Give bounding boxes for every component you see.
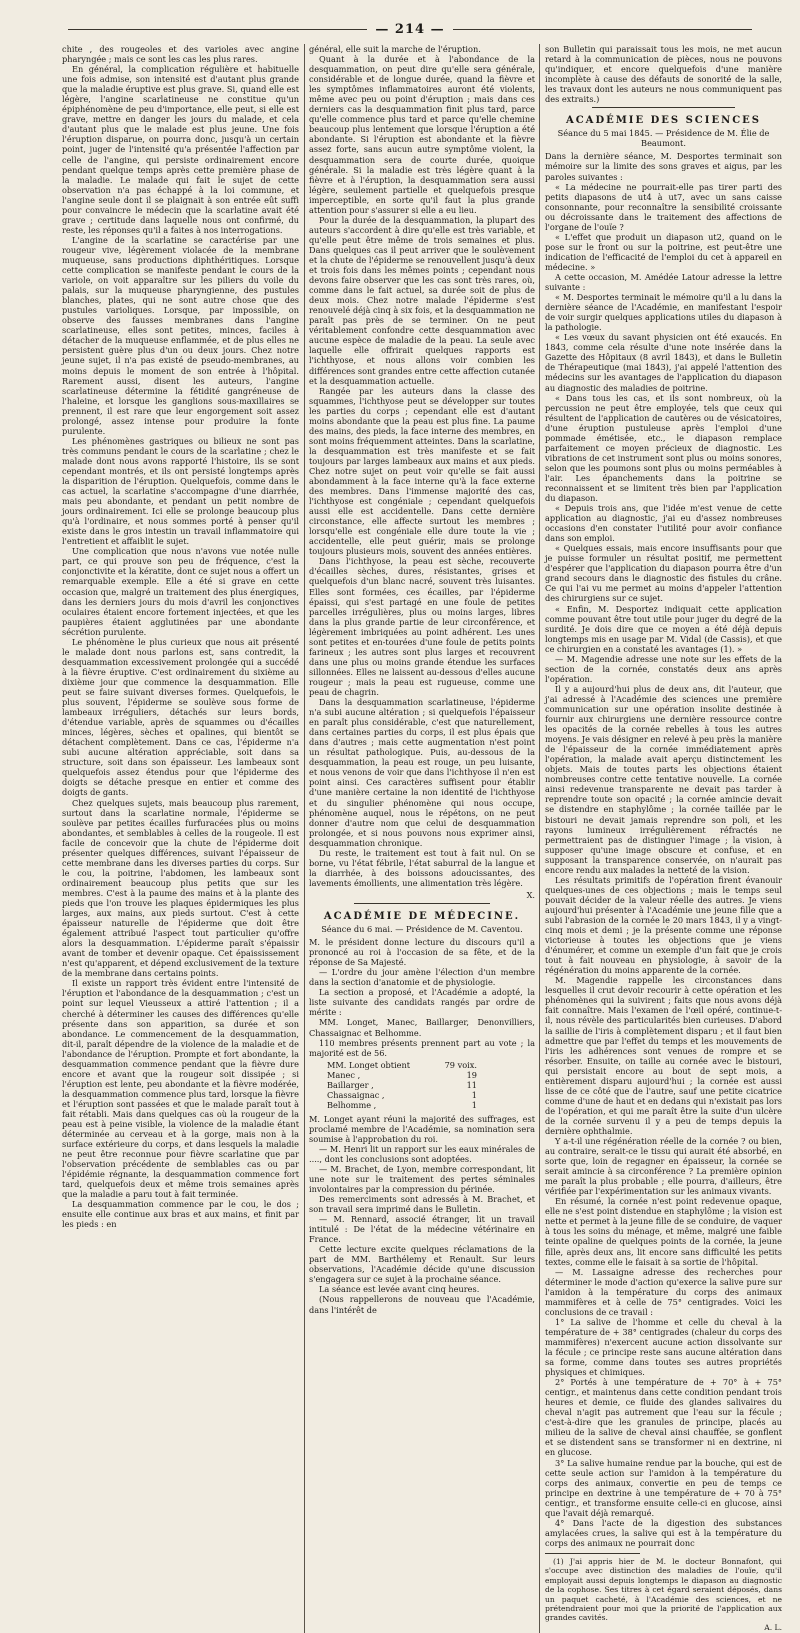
section-title-academie-medecine: ACADÉMIE DE MÉDECINE. (323, 910, 521, 922)
paragraph: « Les vœux du savant physicien ont été exaucés. En 1843, comme cela résulte d'une note insérée dans la Gazette des Hôpitaux (8 avril 1843), et dans le Bulletin de Thérapeutique (mai 1843), j'ai appelé l'attention des médecins sur les avantages de l'application du diapason au diagnostic des maladies de poitrine. (545, 332, 782, 393)
paragraph: Dans l'ichthyose, la peau est sèche, recouverte d'écailles sèches, dures, résistantes, grises et quelquefois d'un blanc nacré, souvent très luisantes. Elles sont formées, ces écailles, par l'épiderme épaissi, qui s'est partagé en une foule de petites parcelles irrégulières, plus ou moins larges, libres dans la plus grande partie de leur circonférence, et légèrement imbriquées au point adhérent. Les unes sont petites et en-tourées d'une foule de petits points farineux ; les autres sont plus larges et recouvrent dans une plus ou moins grande étendue les surfaces sillonnées. Elles ne laissent au-dessous d'elles aucune rougeur ; mais la peau est rugueuse, comme une peau de chagrin. (309, 556, 535, 697)
vote-table (327, 1060, 535, 1110)
vote-row (327, 1070, 477, 1080)
header-rule-left (68, 29, 367, 30)
paragraph: « Enfin, M. Desportez indiquait cette application comme pouvant être tout utile pour juger du degré de la surdité. Je dois dire que ce moyen a été déjà depuis longtemps mis en usage par M. Vidal (de Cassis), et que ce chirurgien en a constaté les avantages (1). » (545, 603, 782, 654)
paragraph: Les résultats primitifs de l'opération firent évanouir quelques-unes de ces objections ; mais le temps seul pouvait décider de la valeur réelle des autres. Je viens aujourd'hui présenter à l'Académie une jeune fille que a subi l'abrasion de la cornée le 20 mars 1843, il y a vingt-cinq mois et demi ; je la présente comme une réponse victorieuse à toutes les objections que je viens d'énumérer, et comme un exemple d'un fait que je crois tout à fait nouveau en physiologie, à savoir de la régénération du moins apparente de la cornée. (545, 874, 782, 976)
paragraph: Le phénomène le plus curieux que nous ait présenté le malade dont nous parlons est, sans contredit, la desquammation excessivement prolongée qui a succédé à la fièvre éruptive. C'est ordinairement du sixième au dixième jour que commence la desquammation. Elle peut se faire suivant diverses formes. Quelquefois, le plus souvent, l'épiderme se soulève sous forme de lambeaux irréguliers, détachés sur leurs bords, d'étendue variable, après de squammes ou d'écailles minces, légères, sèches et opalines, qui bientôt se détachent complètement. Dans ce cas, l'épiderme n'a subi aucune altération appréciable, soit dans sa structure, soit dans son épaisseur. Les lambeaux sont quelquefois assez étendus pour que l'épiderme des doigts se détache presque en entier et comme des doigts de gants. (62, 636, 299, 798)
paragraph: Des remerciments sont adressés à M. Brachet, et son travail sera imprimé dans le Bulletin. (309, 1194, 535, 1215)
vote-row (327, 1080, 477, 1090)
paragraph: 1° La salive de l'homme et celle du cheval à la température de + 38° centigrades (chaleur du corps des mammifères) n'exercent aucune action dissolvante sur la fécule ; ce principe reste sans aucune altération dans sa forme, comme dans toutes ses autres propriétés physiques et chimiques. (545, 1316, 782, 1378)
paragraph: 2° Portés à une température de + 70° à + 75° centigr., et maintenus dans cette condition pendant trois heures et demie, ce fluide des glandes salivaires du cheval n'agit pas autrement que l'eau sur la fécule ; c'est-à-dire que les granules de principe, placés au milieu de la salive de cheval ainsi chauffée, se gonflent et se distendent sans se transformer ni en dextrine, ni en glucose. (545, 1377, 782, 1458)
paragraph: Les phénomènes gastriques ou bilieux ne sont pas très communs pendant le cours de la scarlatine ; chez le malade dont nous avons rapporté l'histoire, ils se sont cependant montrés, et ils ont persisté longtemps après la disparition de l'éruption. Quelquefois, comme dans le cas actuel, la scarlatine s'accompagne d'une diarrhée, mais peu abondante, et pendant un petit nombre de jours ordinairement. Ici elle se prolonge beaucoup plus qu'à l'ordinaire, et nous sommes porté à penser qu'il existe dans le gros intestin un travail inflammatoire qui l'entretient et affaiblit le sujet. (62, 435, 299, 547)
sciences-session-report (545, 151, 782, 1548)
paragraph: « M. Desportes terminait le mémoire qu'il a lu dans la dernière séance de l'Académie, en manifestant l'espoir de voir surgir quelques applications utiles du diapason à la pathologie. (545, 292, 782, 333)
footnote-signature: A. L. (764, 1622, 782, 1632)
paragraph: (Nous rappellerons de nouveau que l'Académie, dans l'intérêt de (309, 1294, 535, 1315)
paragraph: Rangée par les auteurs dans la classe des squammes, l'ichthyose peut se développer sur toutes les parties du corps ; cependant elle est d'autant moins abondante que la peau est plus fine. La paume des mains, des pieds, la face interne des membres, en sont moins fréquemment atteintes. Dans la scarlatine, la desquammation est très manifeste et se fait toujours par larges lambeaux aux mains et aux pieds. Chez notre sujet on peut voir qu'elle se fait aussi abondamment à la face interne qu'à la face externe des membres. Dans l'immense majorité des cas, l'ichthyose est congéniale ; cependant quelquefois aussi elle est accidentelle. Dans cette dernière circonstance, elle affecte surtout les membres ; lorsqu'elle est congéniale elle dure toute la vie ; accidentelle, elle peut guérir, mais se prolonge toujours plusieurs mois, souvent des années entières. (309, 385, 535, 557)
paragraph: Y a-t-il une régénération réelle de la cornée ? ou bien, au contraire, serait-ce le tissu qui aurait été absorbé, en sorte que, loin de regagner en épaisseur, la cornée se serait amincie à sa circonférence ? La première opinion me paraît la plus probable ; elle pourra, d'ailleurs, être vérifiée par l'expérimentation sur les animaux vivants. (545, 1136, 782, 1197)
candidate-name: Belhomme , (327, 1099, 377, 1110)
paragraph: Du reste, le traitement est tout à fait nul. On se borne, vu l'état fébrile, l'état saburral de la langue et la diarrhée, à des boissons adoucissantes, des lavements émollients, une alimentation très légère. (309, 847, 535, 888)
session-subtitle: Séance du 5 mai 1845. — Présidence de M. Élie de Beaumont. (557, 128, 770, 149)
page-header (60, 18, 760, 40)
session-subtitle: Séance du 6 mai. — Présidence de M. Caventou. (321, 924, 523, 935)
paragraph: — M. Brachet, de Lyon, membre correspondant, lit une note sur le traitement des pertes séminales involontaires par la compression du périnée. (309, 1163, 535, 1194)
section-title-academie-sciences: ACADÉMIE DES SCIENCES (565, 115, 762, 127)
paragraph: Il y a aujourd'hui plus de deux ans, dit l'auteur, que j'ai adressé à l'Académie des sciences une première communication sur une opération insolite destinée à fournir aux chirurgiens une dernière ressource contre les opacités de la cornée rebelles à tous les autres moyens. Je vais désigner en relevé à peu près la manière de l'épaisseur de la cornée immédiatement après l'opération, la malade avait aperçu distinctement les objets. Mais de toutes parts les objections étaient nombreuses contre cette tentative nouvelle. La cornée ainsi redevenue transparente ne devait pas tarder à reprendre toute son opacité ; la cornée amincie devait se distendre en staphylôme ; la cornée taillée par le bistouri ne devait jamais reprendre son poli, et les rayons lumineux irrégulièrement réfractés ne permettraient pas de distinguer l'image ; la vision, à supposer qu'une image obscure et confuse, et en supposant la transparence conservée, on n'aurait pas encore rendu aux malades la netteté de la vision. (545, 683, 782, 875)
section-rule (592, 107, 734, 108)
paragraph: Il existe un rapport très évident entre l'intensité de l'éruption et l'abondance de la desquammation ; c'est un point sur lequel Vieusseux a attiré l'attention ; il a cherché à déterminer les causes des différences qu'elle présente dans son apparition, sa durée et son abondance. Le commencement de la desquammation, dit-il, paraît dépendre de la violence de la maladie et de l'abondance de l'éruption. Prompte et fort abondante, la desquammation commence pendant que la fièvre dure encore et avant que la rougeur soit dissipée ; si l'éruption est lente, peu abondante et la fièvre modérée, la desquammation commence plus tard, lorsque la fièvre et l'éruption sont passées et que le malade paraît tout à fait rétabli. Mais dans quelques cas où la rougeur de la peau est à peine visible, la violence de la maladie étant déterminée au cerveau et à la gorge, mais non à la surface extérieure du corps, et dans lesquels la maladie ne peut être reconnue pour fièvre scarlatine que par l'observation précédente de semblables cas ou par l'épidémie régnante, la desquammation commence fort tard, quelquefois deux et même trois semaines après que la maladie a paru tout à fait terminée. (62, 978, 299, 1200)
candidate-name: Baillarger , (327, 1079, 374, 1090)
paragraph: La section a proposé, et l'Académie a adopté, la liste suivante des candidats rangés par ordre de mérite : (309, 987, 535, 1018)
paragraph: « L'effet que produit un diapason ut2, quand on le pose sur le front ou sur la poitrine, est peut-être une indication de l'efficacité de l'emploi du cet à appareil en médecine. » (545, 231, 782, 272)
column-right (545, 44, 782, 1633)
header-rule-right (453, 29, 752, 30)
paragraph: — M. Magendie adresse une note sur les effets de la section de la cornée, constatés deux ans après l'opération. (545, 653, 782, 684)
vote-count: 79 voix. (444, 1059, 477, 1070)
footnote: (1) J'ai appris hier de M. le docteur Bonnafont, qui s'occupe avec distinction des maladies de l'ouïe, qu'il employait aussi depuis longtemps le diapason au diagnostic de la cophose. Ses titres à cet égard seraient déposés, dans un paquet cacheté, à l'Académie des sciences, et ne prétendraient pour moi que la priorité de l'application aux grandes cavités. (545, 1556, 782, 1623)
session-report (309, 937, 535, 1058)
paragraph: — L'ordre du jour amène l'élection d'un membre dans la section d'anatomie et de physiologie. (309, 967, 535, 988)
paragraph: La séance est levée avant cinq heures. (319, 1284, 480, 1295)
vote-count: 1 (471, 1089, 477, 1100)
vote-count: 19 (466, 1069, 477, 1080)
paragraph: M. le président donne lecture du discours qu'il a prononcé au roi à l'occasion de sa fête, et de la réponse de Sa Majesté. (309, 937, 535, 968)
paragraph: 3° La salive humaine rendue par la bouche, qui est de cette seule action sur l'amidon à la température du corps des animaux, convertie en peu de temps ce principe en dextrine à une température de + 70 à 75° centigr., et transforme ensuite celle-ci en glucose, ainsi que l'avait déjà remarqué. (545, 1457, 782, 1518)
paragraph: Dans la desquammation scarlatineuse, l'épiderme n'a subi aucune altération ; si quelquefois l'épaisseur en paraît plus considérable, c'est que naturellement, dans certaines parties du corps, il est plus épais que dans d'autres ; mais cette augmentation n'est point un résultat pathologique. Puis, au-dessous de la desquammation, la peau est rouge, un peu luisante, et nous venons de voir que dans l'ichthyose il n'en est point ainsi. Ces caractères suffisent pour établir d'une manière certaine la non identité de l'ichthyose et du singulier phénomène qui nous occupe, phénomène auquel, nous le répétons, on ne peut donner d'autre nom que celui de desquammation prolongée, et si nous pouvons nous exprimer ainsi, desquammation chronique. (309, 697, 535, 848)
paragraph: — M. Lassaigne adresse des recherches pour déterminer le mode d'action qu'exerce la salive pure sur l'amidon à la température du corps des animaux mammifères et à celle de 75° centigrades. Voici les conclusions de ce travail : (545, 1266, 782, 1317)
note-end (545, 44, 782, 104)
candidate-name: MM. Longet obtient (327, 1059, 411, 1070)
paragraph: général, elle suit la marche de l'éruption. (309, 44, 481, 54)
paragraph: son Bulletin qui paraissait tous les mois, ne met aucun retard à la communication de pièces, nous ne pouvons qu'indiquer, et encore quelquefois d'une manière incomplète à cause des défauts de sonorité de la salle, les travaux dont les auteurs ne nous communiquent pas des extraits.) (545, 44, 782, 105)
column-left (62, 44, 299, 1633)
vote-row (327, 1090, 477, 1100)
candidate-name: Manec , (327, 1069, 361, 1080)
paragraph: « Quelques essais, mais encore insuffisants pour que je puisse formuler un résultat positif, me permettent d'espérer que l'application du diapason pourra être d'un grand secours dans le diagnostic des fistules du crâne. Ce qui l'ai vu me permet au moins d'appeler l'attention des chirurgiens sur ce sujet. (545, 543, 782, 604)
paragraph: « La médecine ne pourrait-elle pas tirer parti des petits diapasons de ut4 à ut7, avec un sans caisse consonnante, pour reconnaître la sensibilité croissante ou décroissante dans le traitement des affections de l'organe de l'ouïe ? (545, 181, 782, 232)
paragraph: 4° Dans l'acte de la digestion des substances amylacées crues, la salive qui est à la température du corps des animaux ne pourrait donc (545, 1517, 782, 1548)
paragraph: Une complication que nous n'avons vue notée nulle part, ce qui prouve son peu de fréquence, c'est la conjonctivite et la kératite, dont ce sujet nous a offert un remarquable exemple. Elle a été si grave en cette occasion que, malgré un traitement des plus énergiques, dans les derniers jours du mois d'avril les conjonctives oculaires étaient encore fortement injectées, et que les paupières étaient agglutinées par une abondante sécrétion purulente. (62, 546, 299, 637)
paragraph: — M. Henri lit un rapport sur les eaux minérales de ...., dont les conclusions sont adoptées. (309, 1143, 535, 1164)
paragraph: La desquammation commence par le cou, le dos ; ensuite elle continue aux bras et aux mains, et finit par les pieds : en (62, 1199, 299, 1230)
paragraph: M. Magendie rappelle les circonstances dans lesquelles il crut devoir recourir à cette opération et les phénomènes qui la suivirent ; faits que nous avons déjà fait connaître. Mais l'examen de l'œil opéré, continue-t-il, nous révèle des particularités bien curieuses. D'abord la saillie de l'iris à complètement disparu ; et il faut bien admettre que par l'effet du temps et les mouvements de l'iris les adhérences sont venues de rompre et se résorber. Ensuite, on taille au cornée avec le bistouri, qui persistait encore au bout de sept mois, a entièrement disparu aujourd'hui ; la cornée est aussi lisse de ce côté que de l'autre, sauf une petite cicatrice comme d'une de haut et en dedans qui n'existait pas lors de l'opération, et qui me paraît être la suite d'un ulcère de la cornée survenu il y a peu de temps depuis la dernière ophthalmie. (545, 975, 782, 1136)
paragraph: Dans la dernière séance, M. Desportes terminait son mémoire sur la limite des sons graves et aigus, par les paroles suivantes : (545, 151, 782, 182)
paragraph: « Depuis trois ans, que l'idée m'est venue de cette application au diagnostic, j'ai eu d'assez nombreuses occasions d'en constater l'utilité pour avoir confiance dans son emploi. (545, 503, 782, 544)
vote-count: 11 (466, 1079, 477, 1090)
article-signature: X. (526, 889, 535, 900)
paragraph: En résumé, la cornée n'est point redevenue opaque, elle ne s'est point distendue en staphylôme ; la vision est nette et permet à la jeune fille de se conduire, de vaquer à tous les soins du ménage, et même, malgré une faible teinte opaline de quelques points de la cornée, la jeune fille, après deux ans, lit encore sans difficulté les petits textes, comme elle le faisait à sa sortie de l'hôpital. (545, 1196, 782, 1267)
section-rule (354, 903, 490, 904)
paragraph: Chez quelques sujets, mais beaucoup plus rarement, surtout dans la scarlatine normale, l'épiderme se soulève par petites écailles furfuracées plus ou moins abondantes, et semblables à celles de la rougeole. Il est facile de concevoir que la chute de l'épiderme doit présenter quelques différences, suivant l'épaisseur de cette membrane dans les diverses parties du corps. Sur le cou, la poitrine, l'abdomen, les lambeaux sont ordinairement beaucoup plus petits que sur les membres. C'est à la paume des mains et à la plante des pieds que l'on trouve les plaques épidermiques les plus larges, aux mains, aux pieds surtout. C'est à cette épaisseur naturelle de l'épiderme que doit être également attribué l'aspect tout particulier qu'offre alors la desquammation. L'épiderme paraît s'épaissir avant de tomber et devenir opaque. Cet épaississement n'est qu'apparent, et dépend exclusivement de la texture de la membrane dans certains points. (62, 797, 299, 979)
page-number: — 214 — (375, 21, 445, 37)
vote-row (327, 1100, 477, 1110)
paragraph: En général, la complication régulière et habituelle une fois admise, son intensité est d'autant plus grande que la maladie éruptive est plus grave. Si, quand elle est légère, l'angine scarlatineuse ne constitue qu'un épiphénomène de peu d'importance, elle peut, si elle est grave, mettre en danger les jours du malade, et cela d'autant plus que le malade est plus jeune. Une fois l'éruption disparue, on pourra donc, jusqu'à un certain point, juger de l'intensité qu'a présentée l'affection par celle de l'angine, qui persiste ordinairement encore pendant quelque temps après cette première phase de la maladie. Le malade qui fait le sujet de cette observation n'a pas échappé à la loi commune, et l'angine seule dont il se plaignait à son entrée eût suffi pour convaincre le médecin que la scarlatine avait été grave ; certitude dans laquelle nous ont confirmé, du reste, les réponses qu'il a faites à nos interrogations. (62, 64, 299, 235)
paragraph: chite , des rougeoles et des varioles avec angine pharyngée ; mais ce sont les cas les plus rares. (62, 44, 299, 65)
vote-row (327, 1060, 477, 1070)
candidate-name: Chassaignac , (327, 1089, 385, 1100)
vote-count: 1 (471, 1099, 477, 1110)
paragraph: Pour la durée de la desquammation, la plupart des auteurs s'accordent à dire qu'elle est très variable, et qu'elle peut être même de trois semaines et plus. Dans quelques cas il peut arriver que le soulèvement et la chute de l'épiderme se renouvellent jusqu'à deux et trois fois dans les mêmes points ; cependant nous devons faire observer que les cas sont très rares, où, comme dans le fait actuel, sa durée soit de plus de deux mois. Chez notre malade l'épiderme s'est renouvelé déjà cinq à six fois, et la desquammation ne paraît pas près de se terminer. On ne peut véritablement confondre cette desquammation avec aucune espèce de maladie de la peau. La seule avec laquelle elle offrirait quelques rapports est l'ichthyose, et nous allons voir combien les différences sont grandes entre cette affection cutanée et la desquammation actuelle. (309, 214, 535, 386)
paragraph: Quant à la durée et à l'abondance de la desquammation, on peut dire qu'elle sera générale, considérable et de longue durée, quand la fièvre et les symptômes inflammatoires auront été violents, même avec peu ou point d'éruption ; mais dans ces derniers cas la desquammation finit plus tard, parce qu'elle commence plus tard et parce qu'elle chemine beaucoup plus lentement que lorsque l'éruption a été abondante. Si l'éruption est abondante et la fièvre assez forte, sans aucun autre symptôme violent, la desquammation sera de courte durée, quoique générale. Si la maladie est très légère quant à la fièvre et à l'éruption, la desquammation sera aussi légère, seulement partielle et quelquefois presque imperceptible, en sorte qu'il faut la plus grande attention pour s'assurer si elle a eu lieu. (309, 54, 535, 215)
paragraph: M. Longet ayant réuni la majorité des suffrages, est proclamé membre de l'Académie, sa nomination sera soumise à l'approbation du roi. (309, 1113, 535, 1144)
paragraph: Cette lecture excite quelques réclamations de la part de MM. Barthélemy et Renault. Sur leurs observations, l'Académie décide qu'une discussion s'engagera sur ce sujet à la prochaine séance. (309, 1244, 535, 1285)
column-middle (304, 44, 540, 1633)
paragraph: L'angine de la scarlatine se caractérise par une rougeur vive, légèrement violacée de la membrane muqueuse, sans productions diphthéritiques. Lorsque cette complication se manifeste pendant le cours de la variole, on voit apparaître sur les piliers du voile du palais, sur la muqueuse pharyngienne, des pustules blanches, plates, qui ne sont autre chose que des pustules varioliques. Lorsque, par impossible, on observe des fausses membranes dans l'angine scarlatineuse, elles sont petites, minces, faciles à détacher de la muqueuse enflammée, et de plus elles ne persistent guère plus d'un ou deux jours. Chez notre jeune sujet, il n'a pas existé de pseudo-membranes, au moins depuis le moment de son entrée à l'hôpital. Rarement aussi, disent les auteurs, l'angine scarlatineuse détermine la fétidité gangréneuse de l'haleine, et lorsque les ganglions sous-maxillaires se prennent, il est rare que leur engorgement soit assez prolongé, assez intense pour produire la fonte purulente. (62, 234, 299, 436)
paragraph: « Dans tous les cas, et ils sont nombreux, où la percussion ne peut être employée, tels que ceux qui résultent de l'application de cautères ou de vésicatoires, d'une éruption pustuleuse après l'emploi d'une pommade émétisée, etc., le diapason remplace parfaitement ce moyen précieux de diagnostic. Les vibrations de cet instrument sont plus ou moins sonores, selon que les poumons sont plus ou moins perméables à l'air. Les épanchements dans la poitrine se reconnaissent et se limitent très bien par l'application du diapason. (545, 392, 782, 504)
text-columns (62, 44, 782, 1632)
paragraph: — M. Rennard, associé étranger, lit un travail intitulé : De l'état de la médecine vétérinaire en France. (309, 1214, 535, 1245)
footnote-rule (545, 1553, 640, 1554)
paragraph: A cette occasion, M. Amédée Latour adresse la lettre suivante : (545, 271, 782, 293)
session-report-continued (309, 1114, 535, 1315)
scarlatine-article-end (309, 44, 535, 888)
paragraph: 110 membres présents prennent part au vote ; la majorité est de 56. (309, 1037, 535, 1058)
paragraph: MM. Longet, Manec, Baillarger, Denonvilliers, Chassaignac et Belhomme. (309, 1017, 535, 1038)
